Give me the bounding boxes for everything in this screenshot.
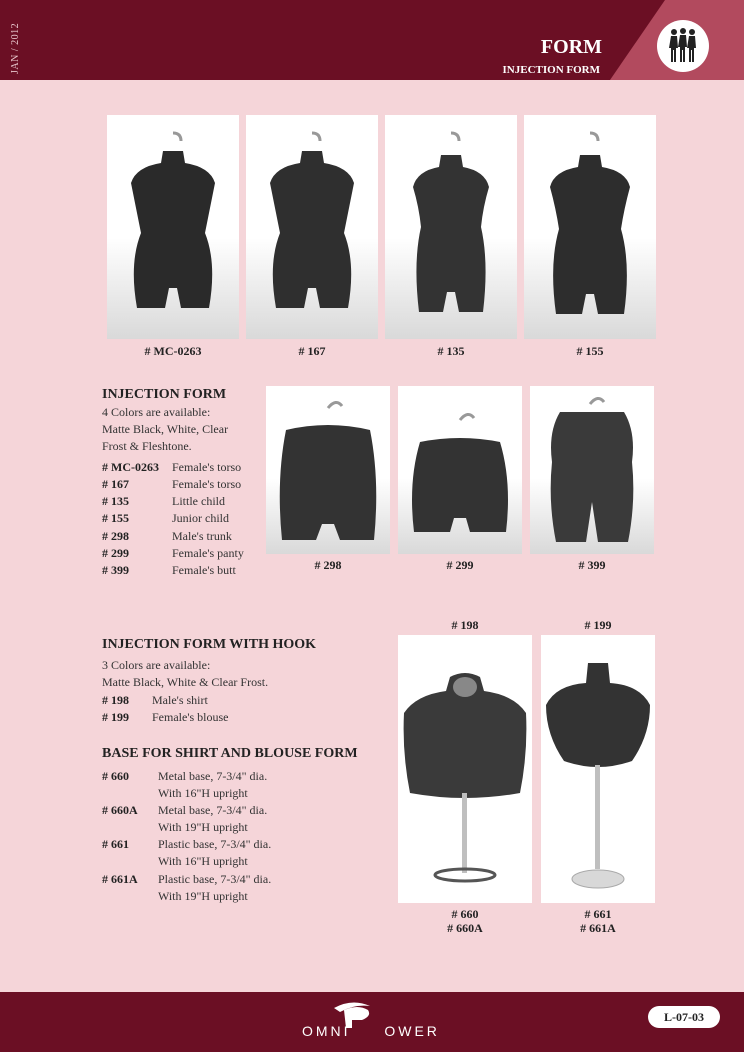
caption-135: # 135: [437, 344, 465, 358]
female-blouse-stand-icon: [541, 635, 655, 903]
spec-code: # 199: [102, 710, 129, 724]
spec-code: # 198: [102, 693, 129, 707]
spec-desc: Female's butt: [172, 563, 236, 577]
spec-desc: Metal base, 7-3/4" dia.: [158, 803, 268, 817]
product-photo-299: [398, 386, 522, 554]
caption-661: # 661: [584, 907, 612, 921]
spec-desc: Female's blouse: [152, 710, 229, 724]
spec-desc: Female's panty: [172, 546, 244, 560]
spec-desc: Plastic base, 7-3/4" dia.: [158, 837, 272, 851]
product-photo-298: [266, 386, 390, 554]
caption-167: # 167: [298, 344, 326, 358]
caption-299: # 299: [446, 558, 474, 572]
spec-code: # 299: [102, 546, 129, 560]
female-panty-icon: [398, 386, 522, 554]
caption-155: # 155: [576, 344, 604, 358]
issue-date: JAN / 2012: [10, 22, 21, 74]
header-bar: [0, 0, 744, 80]
page-title: FORM: [540, 36, 602, 58]
page-subtitle: INJECTION FORM: [502, 64, 600, 76]
spec-code: # 661A: [102, 872, 138, 886]
spec-desc: With 16"H upright: [158, 854, 248, 868]
footer-brand: [302, 1023, 440, 1039]
spec-desc: Metal base, 7-3/4" dia.: [158, 769, 268, 783]
hook-colors-line1: 3 Colors are available:: [102, 658, 211, 672]
spec-desc: Male's trunk: [172, 529, 232, 543]
caption-199: # 199: [584, 618, 612, 632]
spec-desc: Male's shirt: [152, 693, 208, 707]
injection-colors-line2: Matte Black, White, Clear: [102, 422, 229, 436]
injection-form-title: INJECTION FORM: [102, 387, 227, 402]
product-photo-135: [385, 115, 517, 339]
injection-colors-line3: Frost & Fleshtone.: [102, 439, 192, 453]
spec-code: # 399: [102, 563, 129, 577]
spec-code: # 298: [102, 529, 129, 543]
spec-desc: Junior child: [172, 511, 229, 525]
caption-198: # 198: [451, 618, 479, 632]
spec-code: # 660A: [102, 803, 138, 817]
brand-left: OMNI: [302, 1023, 351, 1039]
male-trunk-icon: [266, 386, 390, 554]
caption-660a: # 660A: [447, 921, 483, 935]
base-form-title: BASE FOR SHIRT AND BLOUSE FORM: [102, 746, 358, 761]
caption-mc-0263: # MC-0263: [144, 344, 202, 358]
female-butt-icon: [530, 386, 654, 554]
spec-desc: Female's torso: [172, 460, 242, 474]
mannequin-group-icon: [657, 20, 709, 72]
brand-right: OWER: [384, 1023, 440, 1039]
product-photo-198-660: [398, 635, 532, 903]
product-photo-167: [246, 115, 378, 339]
spec-code: # 135: [102, 494, 129, 508]
junior-torso-icon: [524, 115, 656, 339]
caption-298: # 298: [314, 558, 342, 572]
spec-desc: With 19"H upright: [158, 889, 248, 903]
caption-661a: # 661A: [580, 921, 616, 935]
caption-399: # 399: [578, 558, 606, 572]
spec-code: # 661: [102, 837, 129, 851]
product-photo-199-661: [541, 635, 655, 903]
product-photo-399: [530, 386, 654, 554]
caption-660: # 660: [451, 907, 479, 921]
spec-desc: With 19"H upright: [158, 820, 248, 834]
hook-form-title: INJECTION FORM WITH HOOK: [102, 637, 317, 652]
hook-colors-line2: Matte Black, White & Clear Frost.: [102, 675, 269, 689]
spec-code: # 167: [102, 477, 129, 491]
product-photo-155: [524, 115, 656, 339]
child-torso-icon: [385, 115, 517, 339]
spec-desc: Little child: [172, 494, 225, 508]
spec-code: # 155: [102, 511, 129, 525]
spec-desc: With 16"H upright: [158, 786, 248, 800]
injection-colors-line1: 4 Colors are available:: [102, 405, 211, 419]
product-photo-mc-0263: [107, 115, 239, 339]
page-number: L-07-03: [648, 1006, 720, 1028]
spec-desc: Plastic base, 7-3/4" dia.: [158, 872, 272, 886]
spec-desc: Female's torso: [172, 477, 242, 491]
female-torso-icon: [107, 115, 239, 339]
spec-code: # MC-0263: [102, 460, 159, 474]
male-shirt-stand-icon: [398, 635, 532, 903]
female-torso-icon: [246, 115, 378, 339]
spec-code: # 660: [102, 769, 129, 783]
